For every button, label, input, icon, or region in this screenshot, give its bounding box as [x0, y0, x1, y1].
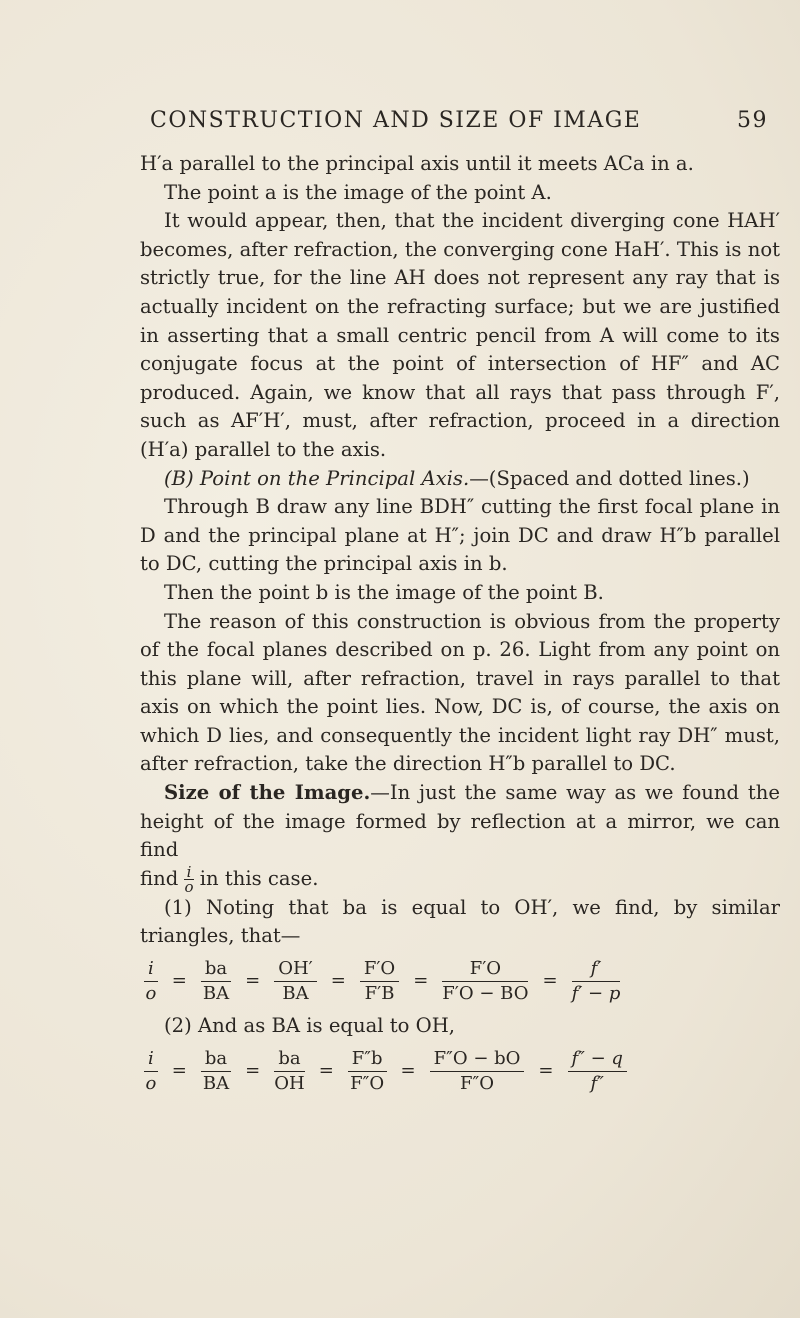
paragraph: (2) And as BA is equal to OH,	[164, 1014, 456, 1038]
fraction	[201, 957, 231, 1006]
equals-sign: =	[245, 970, 261, 992]
equation-1	[144, 957, 780, 1006]
fraction	[144, 957, 158, 1006]
fraction-numerator: f″ − q	[568, 1047, 627, 1072]
fraction-numerator: F″b	[348, 1047, 387, 1072]
fraction-denominator: BA	[282, 983, 309, 1005]
paragraph: find $\frac{i}{o}$ in this case.	[140, 862, 319, 896]
paragraph: Then the point b is the image of the point B.	[164, 580, 604, 604]
fraction-numerator: i	[184, 865, 193, 880]
fraction-denominator: F′O − BO	[442, 983, 529, 1005]
fraction-numerator: OH′	[274, 957, 317, 982]
fraction-numerator: ba	[201, 957, 231, 982]
page-number: 59	[737, 108, 768, 133]
fraction	[572, 957, 621, 1006]
fraction-denominator: BA	[202, 1072, 230, 1094]
paragraph: It would appear, then, that the incident diverging cone HAH′ becomes, after refraction, the converging cone HaH′. This is not strictly true, for the line AH does not represent any ray that is actually incident on the refracting surface; but we are justified in asserting that a small centric pencil from A will come to its conjugate focus at the point of intersection of HF″ and AC produced. Again, we know that all rays that pass through F′, such as AF′H′, must, after refraction, proceed in a direction (H′a) parallel to the axis.	[140, 209, 780, 461]
equals-sign: =	[330, 970, 346, 992]
equals-sign: =	[171, 1059, 187, 1081]
inline-fraction	[184, 862, 194, 896]
paragraph: Through B draw any line BDH″ cutting the first focal plane in D and the principal plane at H″; join DC and draw H″b parallel to DC, cutting the principal axis in b.	[140, 495, 780, 576]
fraction-denominator: F′B	[364, 983, 395, 1005]
equals-sign: =	[171, 970, 187, 992]
equals-sign: =	[318, 1059, 334, 1081]
section-heading	[140, 465, 780, 494]
fraction	[348, 1047, 387, 1096]
paragraph: H′a parallel to the principal axis until it meets ACa in a.	[140, 152, 694, 175]
fraction-numerator: f′	[572, 957, 621, 982]
fraction-numerator: F″O − bO	[430, 1047, 525, 1072]
fraction-numerator: F′O	[442, 957, 528, 982]
paragraph: (1) Noting that ba is equal to OH′, we find, by similar triangles, that—	[140, 895, 780, 948]
fraction-denominator: F″O	[460, 1072, 494, 1094]
heading-italic: (B) Point on the Principal Axis.	[164, 466, 470, 490]
fraction	[430, 1047, 525, 1096]
fraction-denominator: o	[184, 877, 194, 896]
fraction-numerator: ba	[201, 1047, 231, 1072]
running-header	[150, 108, 780, 133]
fraction	[568, 1047, 627, 1096]
fraction-denominator: BA	[202, 983, 230, 1005]
fraction-numerator: i	[144, 1047, 158, 1072]
heading-rest: —(Spaced and dotted lines.)	[469, 466, 750, 490]
fraction	[144, 1047, 158, 1096]
paragraph	[140, 779, 780, 865]
paragraph: The point a is the image of the point A.	[164, 180, 552, 204]
fraction	[201, 1047, 231, 1096]
fraction-numerator: F′O	[360, 957, 399, 982]
fraction-denominator: o	[145, 1072, 157, 1094]
paragraph-text: —In just the same way as we found the height of the image formed by reflection at a mirror, we can find	[140, 781, 780, 862]
fraction-denominator: o	[145, 983, 157, 1005]
fraction-denominator: OH	[274, 1072, 305, 1094]
fraction-numerator: i	[144, 957, 158, 982]
fraction	[442, 957, 528, 1006]
fraction-denominator: f″	[590, 1072, 604, 1094]
bold-heading: Size of the Image.	[164, 781, 371, 805]
fraction-numerator: ba	[274, 1047, 304, 1072]
paragraph: The reason of this construction is obvious from the property of the focal planes described on p. 26. Light from any point on this plane will, after refraction, travel in rays parallel to that axis on which the point lies. Now, DC is, of course, the axis on which D lies, and consequently the incident light ray DH″ must, after refraction, take the direction H″b parallel to DC.	[140, 609, 780, 776]
fraction-denominator: f′ − p	[571, 983, 621, 1005]
fraction	[274, 1047, 304, 1096]
fraction	[360, 957, 399, 1006]
page-body	[140, 150, 780, 1102]
fraction-denominator: F″O	[350, 1072, 385, 1094]
paragraph-text: in this case.	[199, 866, 319, 890]
chapter-title: CONSTRUCTION AND SIZE OF IMAGE	[150, 108, 642, 133]
equals-sign: =	[542, 970, 558, 992]
equals-sign: =	[400, 1059, 416, 1081]
equals-sign: =	[413, 970, 429, 992]
equals-sign: =	[245, 1059, 261, 1081]
equation-2	[144, 1047, 780, 1096]
equals-sign: =	[538, 1059, 554, 1081]
fraction	[274, 957, 317, 1006]
